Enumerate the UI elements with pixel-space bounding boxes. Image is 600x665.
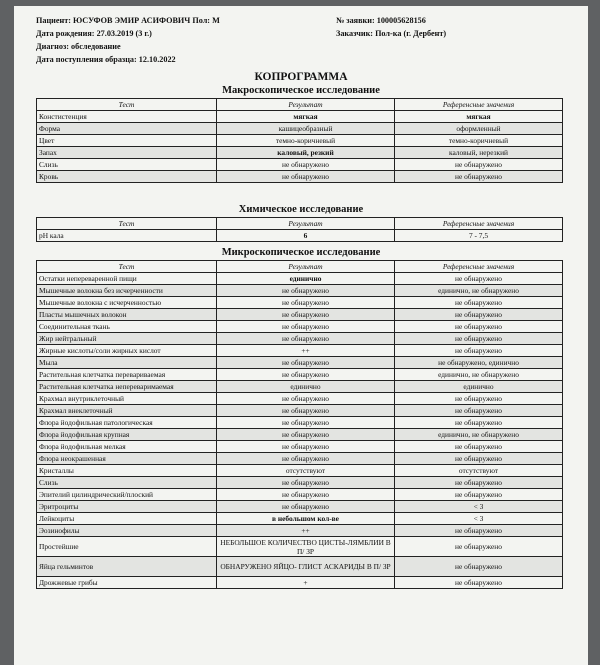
test-name: Эозинофилы xyxy=(37,525,217,537)
test-result: кашицеобразный xyxy=(217,123,395,135)
customer-value: Пол-ка (г. Дербент) xyxy=(375,29,447,38)
test-name: Простейшие xyxy=(37,537,217,557)
test-name: Флора йодофильная патологическая xyxy=(37,417,217,429)
test-name: Дрожжевые грибы xyxy=(37,577,217,589)
test-result: не обнаружено xyxy=(217,321,395,333)
table-row xyxy=(37,321,563,333)
test-name: Растительная клетчатка непереваримаемая xyxy=(37,381,217,393)
test-name: Слизь xyxy=(37,159,217,171)
test-result: не обнаружено xyxy=(217,171,395,183)
test-ref: не обнаружено xyxy=(395,577,563,589)
test-ref: не обнаружено xyxy=(395,453,563,465)
test-result: ОБНАРУЖЕНО ЯЙЦО- ГЛИСТ АСКАРИДЫ В П/ ЗР xyxy=(217,557,395,577)
test-result: каловый, резкий xyxy=(217,147,395,159)
test-ref: не обнаружено xyxy=(395,525,563,537)
test-name: Констистенция xyxy=(37,111,217,123)
table-row xyxy=(37,537,563,557)
chem-section-title: Химическое исследование xyxy=(238,204,364,215)
test-name: Соединительная ткань xyxy=(37,321,217,333)
table-row xyxy=(37,501,563,513)
test-result: ++ xyxy=(217,345,395,357)
test-name: Флора неокрашенная xyxy=(37,453,217,465)
test-ref: не обнаружено xyxy=(395,557,563,577)
test-ref: не обнаружено xyxy=(395,159,563,171)
test-result: не обнаружено xyxy=(217,393,395,405)
test-result: не обнаружено xyxy=(217,441,395,453)
col-ref: Референсные значения xyxy=(395,261,563,273)
test-result: не обнаружено xyxy=(217,429,395,441)
table-row xyxy=(37,417,563,429)
test-ref: не обнаружено xyxy=(395,393,563,405)
test-ref: не обнаружено xyxy=(395,309,563,321)
chem-table xyxy=(36,217,563,242)
test-ref: не обнаружено xyxy=(395,333,563,345)
table-row xyxy=(37,577,563,589)
test-ref: не обнаружено xyxy=(395,417,563,429)
table-row xyxy=(37,441,563,453)
test-result: не обнаружено xyxy=(217,159,395,171)
test-ref: не обнаружено, единично xyxy=(395,357,563,369)
table-row xyxy=(37,147,563,159)
chem-header-row xyxy=(37,218,563,230)
test-result: ++ xyxy=(217,525,395,537)
order-line xyxy=(336,16,426,25)
test-name: Мышечные волокна без исчерченности xyxy=(37,285,217,297)
test-ref: не обнаружено xyxy=(395,321,563,333)
table-row xyxy=(37,309,563,321)
table-row xyxy=(37,513,563,525)
test-result: в небольшом кол-ве xyxy=(217,513,395,525)
test-name: Флора йодофильная мелкая xyxy=(37,441,217,453)
test-result: НЕБОЛЬШОЕ КОЛИЧЕСТВО ЦИСТЫ-ЛЯМБЛИИ В П/ ЗР xyxy=(217,537,395,557)
test-result: не обнаружено xyxy=(217,453,395,465)
test-name: Крахмал внутриклеточный xyxy=(37,393,217,405)
test-result: 6 xyxy=(217,230,395,242)
test-ref: не обнаружено xyxy=(395,537,563,557)
table-row xyxy=(37,273,563,285)
test-ref: не обнаружено xyxy=(395,489,563,501)
sex-value: М xyxy=(212,16,220,25)
table-row xyxy=(37,111,563,123)
test-ref: 7 - 7,5 xyxy=(395,230,563,242)
test-result: не обнаружено xyxy=(217,405,395,417)
test-name: Растительная клетчатка перевариваемая xyxy=(37,369,217,381)
col-test: Тест xyxy=(37,218,217,230)
table-row xyxy=(37,159,563,171)
table-row xyxy=(37,369,563,381)
table-row xyxy=(37,489,563,501)
table-row xyxy=(37,135,563,147)
test-ref: не обнаружено xyxy=(395,273,563,285)
table-row xyxy=(37,465,563,477)
col-result: Результат xyxy=(217,261,395,273)
test-result: не обнаружено xyxy=(217,333,395,345)
micro-section-title: Микроскопическое исследование xyxy=(221,247,381,258)
test-name: Мышечные волокна с исчерченностью xyxy=(37,297,217,309)
test-name: Эпителий цилиндрический/плоский xyxy=(37,489,217,501)
table-row xyxy=(37,171,563,183)
test-name: Крахмал внеклеточный xyxy=(37,405,217,417)
test-ref: отсутствуют xyxy=(395,465,563,477)
test-ref: темно-коричневый xyxy=(395,135,563,147)
test-name: Цвет xyxy=(37,135,217,147)
test-result: темно-коричневый xyxy=(217,135,395,147)
test-result: не обнаружено xyxy=(217,489,395,501)
test-ref: не обнаружено xyxy=(395,405,563,417)
test-ref: каловый, нерезкий xyxy=(395,147,563,159)
test-name: Слизь xyxy=(37,477,217,489)
test-name: Форма xyxy=(37,123,217,135)
patient-line xyxy=(36,16,220,25)
col-test: Тест xyxy=(37,261,217,273)
col-ref: Референсные значения xyxy=(395,99,563,111)
test-result: единично xyxy=(217,381,395,393)
order-value: 100005628156 xyxy=(376,16,426,25)
test-ref: не обнаружено xyxy=(395,297,563,309)
col-result: Результат xyxy=(217,218,395,230)
test-name: Яйца гельминтов xyxy=(37,557,217,577)
table-row xyxy=(37,230,563,242)
test-name: Лейкоциты xyxy=(37,513,217,525)
test-ref: единично xyxy=(395,381,563,393)
test-result: не обнаружено xyxy=(217,501,395,513)
test-name: Кровь xyxy=(37,171,217,183)
test-result: не обнаружено xyxy=(217,297,395,309)
test-ref: не обнаружено xyxy=(395,441,563,453)
test-result: отсутствуют xyxy=(217,465,395,477)
macro-table xyxy=(36,98,563,183)
test-name: Кристаллы xyxy=(37,465,217,477)
birth-value: 27.03.2019 (3 г.) xyxy=(96,29,152,38)
lab-report-page xyxy=(14,6,588,665)
birth-line xyxy=(36,29,152,38)
test-ref: < 3 xyxy=(395,501,563,513)
test-result: не обнаружено xyxy=(217,309,395,321)
test-ref: не обнаружено xyxy=(395,345,563,357)
table-row xyxy=(37,525,563,537)
customer-label: Заказчик: xyxy=(336,29,374,38)
diagnosis-line xyxy=(36,42,121,51)
order-label: № заявки: xyxy=(336,16,375,25)
test-name: Жирные кислоты/соли жирных кислот xyxy=(37,345,217,357)
micro-table xyxy=(36,260,563,589)
report-title: КОПРОГРАММА xyxy=(254,71,348,83)
table-row xyxy=(37,393,563,405)
test-ref: единично, не обнаружено xyxy=(395,285,563,297)
test-result: не обнаружено xyxy=(217,357,395,369)
macro-header-row xyxy=(37,99,563,111)
table-row xyxy=(37,477,563,489)
col-test: Тест xyxy=(37,99,217,111)
test-name: Запах xyxy=(37,147,217,159)
table-row xyxy=(37,405,563,417)
birth-label: Дата рождения: xyxy=(36,29,95,38)
col-result: Результат xyxy=(217,99,395,111)
table-row xyxy=(37,453,563,465)
test-result: не обнаружено xyxy=(217,369,395,381)
col-ref: Референсные значения xyxy=(395,218,563,230)
test-name: Жир нейтральный xyxy=(37,333,217,345)
test-result: не обнаружено xyxy=(217,285,395,297)
test-ref: единично, не обнаружено xyxy=(395,429,563,441)
table-row xyxy=(37,345,563,357)
customer-line xyxy=(336,29,446,38)
test-ref: < 3 xyxy=(395,513,563,525)
test-ref: мягкая xyxy=(395,111,563,123)
table-row xyxy=(37,429,563,441)
test-name: Флора йодофильная крупная xyxy=(37,429,217,441)
test-result: мягкая xyxy=(217,111,395,123)
received-value: 12.10.2022 xyxy=(138,55,176,64)
table-row xyxy=(37,123,563,135)
diagnosis-value: обследование xyxy=(71,42,121,51)
test-result: единично xyxy=(217,273,395,285)
table-row xyxy=(37,557,563,577)
table-row xyxy=(37,333,563,345)
table-row xyxy=(37,285,563,297)
received-line xyxy=(36,55,176,64)
diagnosis-label: Диагноз: xyxy=(36,42,69,51)
test-result: не обнаружено xyxy=(217,417,395,429)
test-ref: единично, не обнаружено xyxy=(395,369,563,381)
test-ref: оформленный xyxy=(395,123,563,135)
test-result: не обнаружено xyxy=(217,477,395,489)
table-row xyxy=(37,381,563,393)
received-label: Дата поступления образца: xyxy=(36,55,137,64)
test-ref: не обнаружено xyxy=(395,477,563,489)
test-name: Мыла xyxy=(37,357,217,369)
test-name: pH кала xyxy=(37,230,217,242)
patient-label: Пациент: xyxy=(36,16,71,25)
test-name: Пласты мышечных волокон xyxy=(37,309,217,321)
table-row xyxy=(37,297,563,309)
micro-header-row xyxy=(37,261,563,273)
table-row xyxy=(37,357,563,369)
test-ref: не обнаружено xyxy=(395,171,563,183)
test-name: Остатки непереваренной пищи xyxy=(37,273,217,285)
macro-section-title: Макроскопическое исследование xyxy=(222,85,380,96)
patient-name: ЮСУФОВ ЭМИР АСИФОВИЧ xyxy=(73,16,191,25)
test-result: + xyxy=(217,577,395,589)
sex-label: Пол: xyxy=(192,16,211,25)
test-name: Эритроциты xyxy=(37,501,217,513)
